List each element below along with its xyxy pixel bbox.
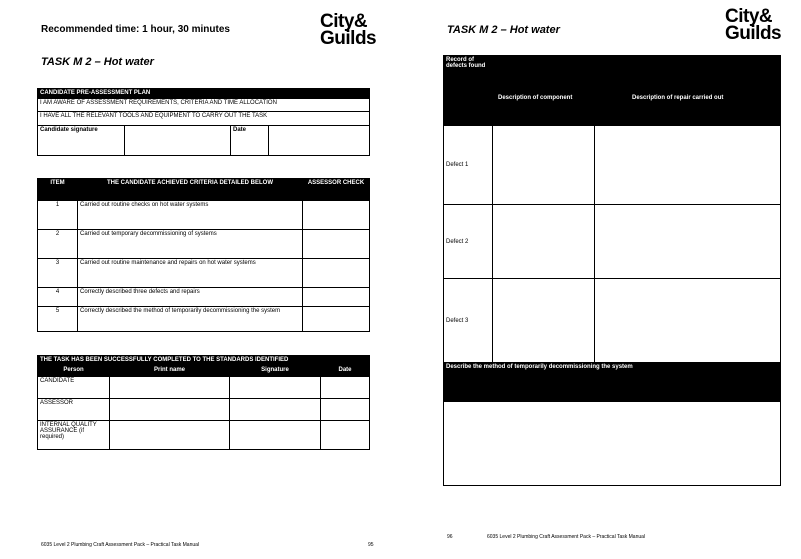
date-field[interactable]: [321, 377, 370, 399]
completion-header: THE TASK HAS BEEN SUCCESSFULLY COMPLETED TO THE STANDARDS IDENTIFIED: [38, 356, 370, 366]
criteria-num: 4: [38, 288, 78, 307]
candidate-signature-field[interactable]: [125, 126, 231, 156]
logo-line-1: City&: [320, 11, 368, 32]
criteria-text: Carried out routine checks on hot water systems: [78, 201, 303, 230]
date-field[interactable]: [269, 126, 370, 156]
signature-field[interactable]: [230, 421, 321, 450]
col-assessor-check: ASSESSOR CHECK: [303, 179, 370, 201]
completion-row: [38, 377, 370, 399]
print-name-field[interactable]: [110, 399, 230, 421]
defect-row: [444, 205, 781, 279]
defect-label: Defect 3: [444, 279, 493, 363]
criteria-text: Correctly described the method of temporarily decommissioning the system: [78, 307, 303, 332]
col-component: [493, 56, 595, 126]
method-header: Describe the method of temporarily decommissioning the system: [444, 363, 781, 402]
logo-line-2: Guilds: [725, 23, 782, 44]
assessor-check-cell[interactable]: [303, 259, 370, 288]
col-item: ITEM: [38, 179, 78, 201]
pre-plan-header: CANDIDATE PRE-ASSESSMENT PLAN: [38, 89, 370, 99]
component-field[interactable]: [493, 126, 595, 205]
defect-row: [444, 126, 781, 205]
col-print-name: Print name: [110, 366, 230, 377]
recommended-time: Recommended time: 1 hour, 30 minutes: [41, 24, 230, 35]
footer-text: 6035 Level 2 Plumbing Craft Assessment Pack – Practical Task Manual: [487, 534, 646, 540]
col-criteria: THE CANDIDATE ACHIEVED CRITERIA DETAILED BELOW: [78, 179, 303, 201]
criteria-num: 3: [38, 259, 78, 288]
criteria-text: Carried out temporary decommissioning of systems: [78, 230, 303, 259]
criteria-row: [38, 201, 370, 230]
component-field[interactable]: [493, 205, 595, 279]
print-name-field[interactable]: [110, 377, 230, 399]
assessor-check-cell[interactable]: [303, 307, 370, 332]
left-page: [0, 0, 400, 559]
assessor-check-cell[interactable]: [303, 201, 370, 230]
criteria-num: 1: [38, 201, 78, 230]
city-and-guilds-logo: [320, 13, 376, 47]
col-component-label: Description of component: [498, 95, 573, 101]
date-field[interactable]: [321, 421, 370, 450]
criteria-row: [38, 288, 370, 307]
task-title: TASK M 2 – Hot water: [41, 56, 154, 68]
print-name-field[interactable]: [110, 421, 230, 450]
criteria-text: Carried out routine maintenance and repairs on hot water systems: [78, 259, 303, 288]
criteria-row: [38, 259, 370, 288]
footer-text: 6035 Level 2 Plumbing Craft Assessment Pack – Practical Task Manual: [41, 542, 200, 548]
criteria-num: 2: [38, 230, 78, 259]
signature-field[interactable]: [230, 399, 321, 421]
date-label: Date: [231, 126, 269, 156]
col-repair: [595, 56, 781, 126]
method-field[interactable]: [444, 402, 781, 486]
repair-field[interactable]: [595, 126, 781, 205]
defect-label: Defect 2: [444, 205, 493, 279]
criteria-text: Correctly described three defects and repairs: [78, 288, 303, 307]
repair-field[interactable]: [595, 205, 781, 279]
assessor-check-cell[interactable]: [303, 230, 370, 259]
completion-row: [38, 399, 370, 421]
person-label: ASSESSOR: [38, 399, 110, 421]
right-page: [400, 0, 801, 559]
criteria-row: [38, 230, 370, 259]
pre-plan-row-2: I HAVE ALL THE RELEVANT TOOLS AND EQUIPMENT TO CARRY OUT THE TASK: [38, 112, 370, 126]
page-number: 95: [368, 542, 374, 548]
defect-row: [444, 279, 781, 363]
candidate-signature-label: Candidate signature: [38, 126, 125, 156]
col-date: Date: [321, 366, 370, 377]
task-title: TASK M 2 – Hot water: [447, 24, 560, 36]
signature-field[interactable]: [230, 377, 321, 399]
page-number: 96: [447, 534, 453, 540]
repair-field[interactable]: [595, 279, 781, 363]
date-field[interactable]: [321, 399, 370, 421]
person-label: CANDIDATE: [38, 377, 110, 399]
completion-row: [38, 421, 370, 450]
city-and-guilds-logo: [725, 8, 781, 42]
defects-header: Record of defects found: [444, 56, 493, 126]
completion-table: [37, 355, 370, 450]
criteria-table: [37, 178, 370, 332]
person-label: INTERNAL QUALITY ASSURANCE (if required): [38, 421, 110, 450]
component-field[interactable]: [493, 279, 595, 363]
pre-plan-row-1: I AM AWARE OF ASSESSMENT REQUIREMENTS, CRITERIA AND TIME ALLOCATION: [38, 99, 370, 112]
defects-table: [443, 55, 781, 486]
logo-line-1: City&: [725, 6, 773, 27]
pre-assessment-table: [37, 88, 370, 156]
col-person: Person: [38, 366, 110, 377]
criteria-num: 5: [38, 307, 78, 332]
col-signature: Signature: [230, 366, 321, 377]
assessor-check-cell[interactable]: [303, 288, 370, 307]
criteria-row: [38, 307, 370, 332]
logo-line-2: Guilds: [320, 28, 377, 49]
defect-label: Defect 1: [444, 126, 493, 205]
col-repair-label: Description of repair carried out: [632, 95, 724, 101]
